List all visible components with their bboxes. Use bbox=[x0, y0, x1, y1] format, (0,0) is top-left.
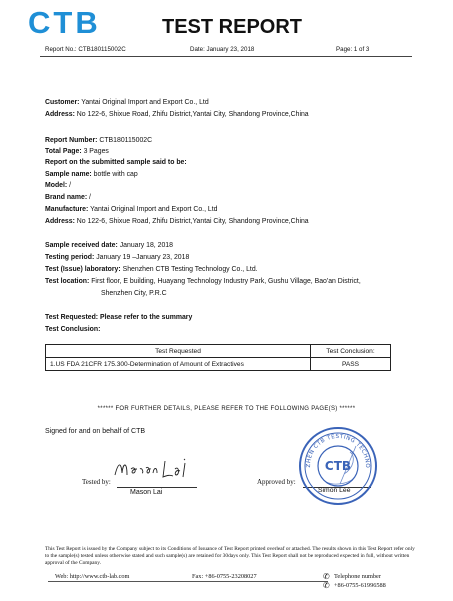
test-requested-value: Please refer to the summary bbox=[100, 314, 193, 321]
total-page-value: 3 Pages bbox=[83, 148, 109, 155]
model-line bbox=[45, 181, 435, 190]
test-location-value: First floor, E building, Huayang Technology Industry Park, Gushu Village, Bao'an District, bbox=[91, 278, 361, 285]
test-location-line bbox=[45, 277, 435, 286]
test-requested-line bbox=[45, 313, 435, 322]
report-no-header: Report No.: CTB180115002C bbox=[45, 46, 126, 53]
laboratory-label: Test (Issue) laboratory: bbox=[45, 266, 121, 273]
svg-text:CTB: CTB bbox=[324, 459, 352, 473]
approved-by-name: Simon Lee bbox=[318, 487, 351, 494]
svg-text:SHENZHEN CTB TESTING TECHNOLOG: ZHEN CTB TESTING TECHNO bbox=[305, 433, 371, 469]
laboratory-value: Shenzhen CTB Testing Technology Co., Ltd. bbox=[122, 266, 258, 273]
manufacture-label: Manufacture: bbox=[45, 206, 89, 213]
report-number-line bbox=[45, 136, 435, 145]
test-requested-label: Test Requested: bbox=[45, 314, 99, 321]
table-cell-test: 1.US FDA 21CFR 175.300-Determination of Amount of Extractives bbox=[46, 358, 311, 371]
model-label: Model: bbox=[45, 182, 68, 189]
customer-address-value: No 122-6, Shixue Road, Zhifu District,Yantai City, Shandong Province,China bbox=[76, 111, 309, 118]
sample-name-line bbox=[45, 170, 435, 179]
laboratory-line bbox=[45, 265, 435, 274]
tested-signature bbox=[113, 455, 193, 490]
report-title: TEST REPORT bbox=[162, 16, 303, 38]
footer-fax: Fax: +86-0755-23208027 bbox=[192, 573, 257, 580]
customer-label: Customer: bbox=[45, 99, 80, 106]
table-header-test: Test Requested bbox=[46, 345, 311, 358]
summary-table bbox=[45, 344, 391, 371]
ctb-logo: CTB bbox=[28, 5, 101, 40]
manufacture-address-line bbox=[45, 217, 435, 226]
manufacture-address-value: No 122-6, Shixue Road, Zhifu District,Yantai City, Shandong Province,China bbox=[76, 218, 309, 225]
company-stamp bbox=[296, 424, 380, 513]
submitted-sample-label: Report on the submitted sample said to be: bbox=[45, 159, 187, 166]
testing-period-value: January 19 –January 23, 2018 bbox=[96, 254, 190, 261]
footer-divider bbox=[48, 581, 328, 582]
date-header: Date: January 23, 2018 bbox=[190, 46, 255, 53]
tested-signature-line bbox=[117, 487, 197, 488]
received-date-value: January 18, 2018 bbox=[119, 242, 173, 249]
submitted-sample-line bbox=[45, 158, 435, 167]
footer-web[interactable]: Web: http://www.ctb-lab.com bbox=[55, 573, 130, 580]
brand-value: / bbox=[89, 194, 91, 201]
phone-icon: ✆ bbox=[323, 581, 330, 590]
table-row bbox=[46, 358, 391, 371]
sample-name-value: bottle with cap bbox=[93, 171, 138, 178]
footer-phone-label: Telephone number bbox=[334, 573, 381, 580]
brand-line bbox=[45, 193, 435, 202]
signed-on-behalf: Signed for and on behalf of CTB bbox=[45, 428, 146, 435]
testing-period-line bbox=[45, 253, 435, 262]
footer-phone-number: +86-0755-61996588 bbox=[334, 582, 386, 589]
total-page-line bbox=[45, 147, 435, 156]
customer-value: Yantai Original Import and Export Co., Ltd bbox=[81, 99, 209, 106]
customer-address-line bbox=[45, 110, 435, 119]
manufacture-value: Yantai Original Import and Export Co., Ltd bbox=[90, 206, 218, 213]
test-location-label: Test location: bbox=[45, 278, 90, 285]
report-number-label: Report Number: bbox=[45, 137, 98, 144]
table-header-conclusion: Test Conclusion: bbox=[311, 345, 391, 358]
total-page-label: Total Page: bbox=[45, 148, 82, 155]
tested-by-label: Tested by: bbox=[82, 478, 111, 486]
test-location-line-2 bbox=[101, 289, 453, 298]
further-details-note: ****** FOR FURTHER DETAILS, PLEASE REFER TO THE FOLLOWING PAGE(S) ****** bbox=[97, 406, 356, 412]
test-conclusion-label: Test Conclusion: bbox=[45, 326, 101, 333]
footer-disclaimer: This Test Report is issued by the Company subject to its Conditions of Issuance of Test Report printed overleaf or attached. The results shown in this Test Report refer only to the sample(s) tested unless otherwise stated and such sample(s) are retained for 30days only. This Test Report shall not be reproduced expected in full, without written approval of the Company. bbox=[45, 546, 415, 566]
table-cell-result: PASS bbox=[311, 358, 391, 371]
test-location-value-2: Shenzhen City, P.R.C bbox=[101, 290, 167, 297]
phone-icon: ✆ bbox=[323, 572, 330, 581]
approved-by-label: Approved by: bbox=[257, 478, 296, 486]
tested-by-name: Mason Lai bbox=[130, 489, 163, 496]
brand-label: Brand name: bbox=[45, 194, 88, 201]
received-date-label: Sample received date: bbox=[45, 242, 118, 249]
customer-line bbox=[45, 98, 435, 107]
model-value: / bbox=[69, 182, 72, 189]
manufacture-address-label: Address: bbox=[45, 218, 75, 225]
sample-name-label: Sample name: bbox=[45, 171, 92, 178]
report-number-value: CTB180115002C bbox=[99, 137, 153, 144]
received-date-line bbox=[45, 241, 435, 250]
testing-period-label: Testing period: bbox=[45, 254, 95, 261]
manufacture-line bbox=[45, 205, 435, 214]
customer-address-label: Address: bbox=[45, 111, 75, 118]
header-divider bbox=[40, 56, 412, 57]
page-number: Page: 1 of 3 bbox=[336, 46, 370, 53]
test-conclusion-line bbox=[45, 325, 435, 334]
table-header-row bbox=[46, 345, 391, 358]
